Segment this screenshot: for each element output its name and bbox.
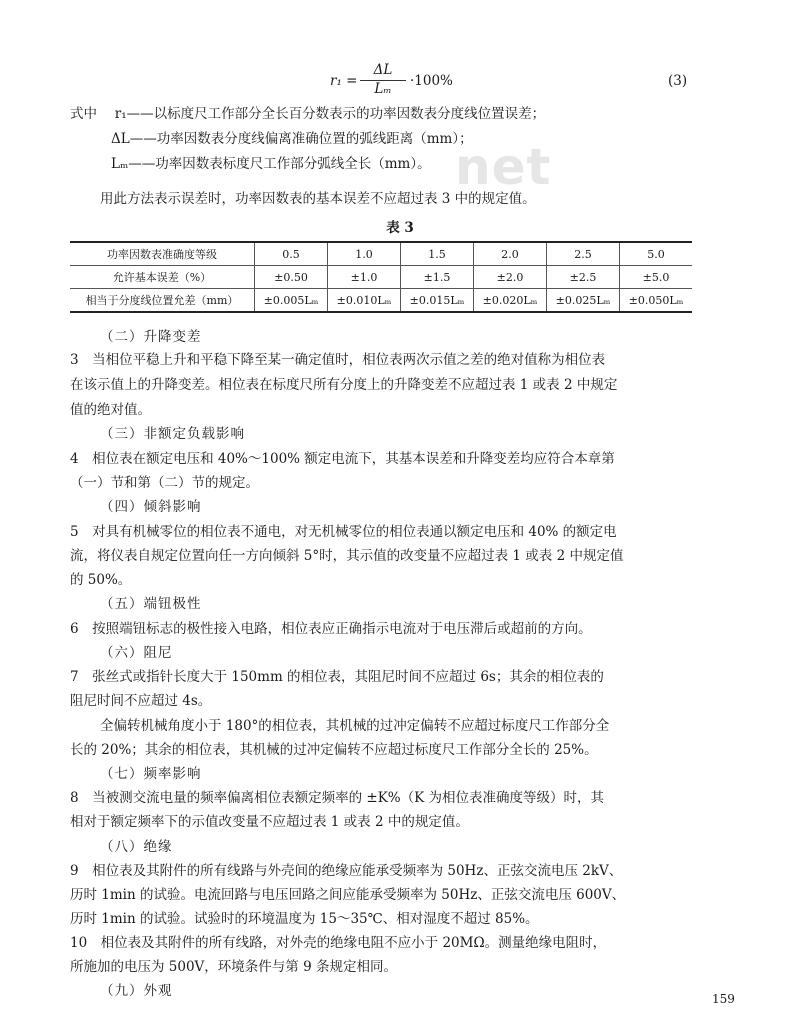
error-formula	[330, 62, 480, 102]
table-row	[70, 266, 692, 289]
paragraph-line: 5 对具有机械零位的相位表不通电，对无机械零位的相位表通以额定电压和 40% 的额定电	[70, 524, 617, 541]
equation-number: (3)	[668, 73, 688, 89]
table-cell: ±0.005Lₘ	[255, 289, 328, 313]
table-cell: ±0.015Lₘ	[401, 289, 474, 313]
intro-paragraph: 用此方法表示误差时，功率因数表的基本误差不应超过表 3 中的规定值。	[100, 191, 536, 207]
paragraph-line: 历时 1min 的试验。试验时的环境温度为 15～35℃、相对湿度不超过 85%。	[70, 911, 539, 928]
table-cell: ±0.050Lₘ	[620, 289, 693, 313]
section-heading: （九）外观	[100, 983, 173, 999]
paragraph-line: 全偏转机械角度小于 180°的相位表，其机械的过冲定偏转不应超过标度尺工作部分全	[100, 717, 610, 734]
section-heading: （三）非额定负载影响	[100, 426, 245, 443]
table-cell: 功率因数表准确度等级	[70, 242, 255, 266]
definition-line: ΔL——功率因数表分度线偏离准确位置的弧线距离（mm）；	[111, 131, 473, 147]
definition-line: Lₘ——功率因数表标度尺工作部分弧线全长（mm）。	[111, 156, 431, 172]
paragraph-line: 阻尼时间不应超过 4s。	[70, 692, 212, 709]
paragraph-line: 9 相位表及其附件的所有线路与外壳间的绝缘应能承受频率为 50Hz、正弦交流电压 2kV、	[70, 863, 623, 880]
section-heading: （五）端钮极性	[100, 595, 202, 612]
table-cell: 2.5	[547, 242, 620, 266]
section-heading: （八）绝缘	[100, 839, 173, 856]
table-row	[70, 242, 692, 266]
watermark: net	[455, 138, 552, 196]
table-cell: ±5.0	[620, 266, 693, 289]
table-cell: 允许基本误差（%）	[70, 266, 255, 289]
formula-fraction	[360, 64, 406, 96]
table-row	[70, 289, 692, 313]
definition-line: 式中 r₁——以标度尺工作部分全长百分数表示的功率因数表分度线位置误差；	[70, 106, 546, 122]
table-cell: 1.5	[401, 242, 474, 266]
section-heading: （七）频率影响	[100, 766, 202, 783]
paragraph-line: 在该示值上的升降变差。相位表在标度尺所有分度上的升降变差不应超过表 1 或表 2 中规定	[70, 377, 618, 394]
paragraph-line: 相对于额定频率下的示值改变量不应超过表 1 或表 2 中的规定值。	[70, 814, 469, 831]
paragraph-line: 所施加的电压为 500V，环境条件与第 9 条规定相同。	[70, 959, 397, 976]
table-cell: ±0.010Lₘ	[328, 289, 401, 313]
paragraph-line: 值的绝对值。	[70, 402, 151, 419]
formula-denominator: Lₘ	[374, 80, 392, 97]
paragraph-line: 的 50%。	[70, 571, 132, 588]
section-heading: （四）倾斜影响	[100, 499, 202, 516]
page-number: 159	[712, 992, 735, 1006]
table-cell: 2.0	[474, 242, 547, 266]
paragraph-line: （一）节和第（二）节的规定。	[70, 475, 259, 492]
section-heading: （六）阻尼	[100, 644, 173, 661]
table-cell: ±1.5	[401, 266, 474, 289]
paragraph-line: 历时 1min 的试验。电流回路与电压回路之间应能承受频率为 50Hz、正弦交流电压 600V、	[70, 887, 626, 904]
paragraph-line: 4 相位表在额定电压和 40%～100% 额定电流下，其基本误差和升降变差均应符合本章第	[70, 451, 615, 468]
table-cell: ±2.5	[547, 266, 620, 289]
table-cell: ±0.50	[255, 266, 328, 289]
table-cell: 0.5	[255, 242, 328, 266]
formula-rhs: ·100%	[410, 73, 453, 89]
section-heading: （二）升降变差	[100, 328, 202, 345]
formula-numerator: ΔL	[360, 64, 406, 81]
table-caption: 表 3	[386, 220, 414, 236]
paragraph-line: 长的 20%；其余的相位表，其机械的过冲定偏转不应超过标度尺工作部分全长的 25%。	[70, 741, 598, 758]
table-cell: ±0.020Lₘ	[474, 289, 547, 313]
table-cell: ±1.0	[328, 266, 401, 289]
table-cell: ±2.0	[474, 266, 547, 289]
paragraph-line: 流，将仪表自规定位置向任一方向倾斜 5°时，其示值的改变量不应超过表 1 或表 2 中规定值	[70, 547, 624, 564]
table-cell: 5.0	[620, 242, 693, 266]
accuracy-table	[70, 241, 692, 313]
paragraph-line: 6 按照端钮标志的极性接入电路，相位表应正确指示电流对于电压滞后或超前的方向。	[70, 620, 592, 637]
paragraph-line: 8 当被测交流电量的频率偏离相位表额定频率的 ±K%（K 为相位表准确度等级）时，其	[70, 790, 604, 807]
paragraph-line: 10 相位表及其附件的所有线路，对外壳的绝缘电阻不应小于 20MΩ。测量绝缘电阻时，	[70, 935, 607, 952]
table-cell: 1.0	[328, 242, 401, 266]
table-cell: ±0.025Lₘ	[547, 289, 620, 313]
table-cell: 相当于分度线位置允差（mm）	[70, 289, 255, 313]
paragraph-line: 7 张丝式或指针长度大于 150mm 的相位表，其阻尼时间不应超过 6s；其余的相位表的	[70, 668, 604, 685]
paragraph-line: 3 当相位平稳上升和平稳下降至某一确定值时，相位表两次示值之差的绝对值称为相位表	[70, 352, 606, 369]
formula-lhs: r₁ =	[330, 73, 358, 89]
